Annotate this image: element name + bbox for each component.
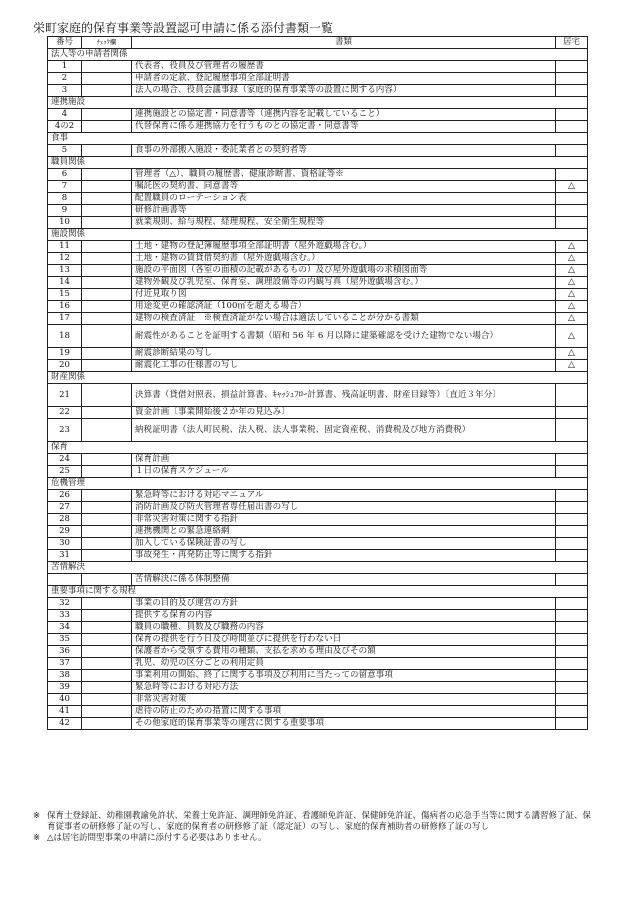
document-name: 連携施設との協定書・同意書等（連携内容を記載していること）: [132, 109, 556, 121]
check-cell[interactable]: [82, 646, 132, 658]
table-row: [48, 360, 588, 372]
table-row: [48, 622, 588, 634]
check-cell[interactable]: [82, 514, 132, 526]
home-visit-mark: △: [556, 325, 588, 348]
check-cell[interactable]: [82, 598, 132, 610]
check-cell[interactable]: [82, 454, 132, 466]
row-number: 31: [48, 550, 82, 562]
table-row: [48, 682, 588, 694]
document-name: 土地・建物の登記簿履歴事項全部証明書（屋外遊戯場含む。）: [132, 241, 556, 253]
check-cell[interactable]: [82, 348, 132, 360]
document-name: 耐震化工事の仕様書の写し: [132, 360, 556, 372]
table-row: [48, 502, 588, 514]
check-cell[interactable]: [82, 181, 132, 193]
row-number: 39: [48, 682, 82, 694]
section-title: 法人等の申請者関係: [48, 49, 588, 61]
table-row: [48, 490, 588, 502]
row-number: 42: [48, 718, 82, 730]
document-name: 嘱託医の契約書、同意書等: [132, 181, 556, 193]
section-row: [48, 157, 588, 169]
document-name: 消防計画及び防火管理者専任届出書の写し: [132, 502, 556, 514]
home-visit-mark: [556, 658, 588, 670]
table-row: [48, 277, 588, 289]
check-cell[interactable]: [82, 466, 132, 478]
home-visit-mark: △: [556, 289, 588, 301]
home-visit-mark: [556, 718, 588, 730]
home-visit-mark: [556, 109, 588, 121]
footnote: [33, 833, 593, 844]
document-name: 事業の目的及び運営の方針: [132, 598, 556, 610]
header-documents: 書類: [132, 37, 556, 49]
document-name: 苦情解決に係る体制整備: [132, 574, 556, 586]
row-number: 4の2: [48, 121, 82, 133]
row-number: 35: [48, 634, 82, 646]
table-row: [48, 658, 588, 670]
document-name: 耐震性があることを証明する書類（昭和 56 年 6 月以降に建築確認を受けた建物でない場合）: [132, 325, 556, 348]
check-cell[interactable]: [82, 526, 132, 538]
document-name: 建物外観及び乳児室、保育室、調理設備等の内観写真（屋外遊戯場含む。）: [132, 277, 556, 289]
home-visit-mark: △: [556, 265, 588, 277]
document-name: 管理者（△）、職員の履歴書、健康診断書、資格証等※: [132, 169, 556, 181]
section-title: 連携施設: [48, 97, 588, 109]
check-cell[interactable]: [82, 193, 132, 205]
table-row: [48, 598, 588, 610]
table-row: [48, 121, 588, 133]
section-title: 施設関係: [48, 229, 588, 241]
row-number: 38: [48, 670, 82, 682]
check-cell[interactable]: [82, 419, 132, 442]
document-name: 事業利用の開始、終了に関する事項及び利用に当たっての留意事項: [132, 670, 556, 682]
home-visit-mark: [556, 646, 588, 658]
table-header-row: [48, 37, 588, 49]
home-visit-mark: △: [556, 241, 588, 253]
document-name: 加入している保険証書の写し: [132, 538, 556, 550]
home-visit-mark: △: [556, 313, 588, 325]
row-number: 34: [48, 622, 82, 634]
row-number: 28: [48, 514, 82, 526]
row-number: 4: [48, 109, 82, 121]
document-name: 用途変更の確認済証（100㎡を超える場合）: [132, 301, 556, 313]
check-cell[interactable]: [82, 121, 132, 133]
document-name: 虐待の防止のための措置に関する事項: [132, 706, 556, 718]
row-number: 6: [48, 169, 82, 181]
check-cell[interactable]: [82, 217, 132, 229]
table-row: [48, 419, 588, 442]
check-cell[interactable]: [82, 538, 132, 550]
check-cell[interactable]: [82, 313, 132, 325]
check-cell[interactable]: [82, 610, 132, 622]
row-number: 13: [48, 265, 82, 277]
row-number: 32: [48, 598, 82, 610]
document-name: 資金計画〔事業開始後２か年の見込み〕: [132, 407, 556, 419]
document-name: 乳児、幼児の区分ごとの利用定員: [132, 658, 556, 670]
row-number: 2: [48, 73, 82, 85]
check-cell[interactable]: [82, 109, 132, 121]
footnote-text: 保育士登録証、幼稚園教諭免許状、栄養士免許証、調理師免許証、看護師免許証、保健師免許証、傷病者の応急手当等に関する講習修了証、保育従事者の研修修了証の写し、家庭的保育者の研修修了証（認定証）の写し、家庭的保育補助者の研修修了証の写し: [47, 811, 592, 833]
home-visit-mark: [556, 61, 588, 73]
section-title: 食事: [48, 133, 588, 145]
table-row: [48, 634, 588, 646]
table-row: [48, 193, 588, 205]
row-number: 15: [48, 289, 82, 301]
document-name: 事故発生・再発防止等に関する指針: [132, 550, 556, 562]
document-name: 施設の平面図（各室の面積の記載があるもの）及び屋外遊戯場の求積図面等: [132, 265, 556, 277]
document-name: 緊急時等における対応マニュアル: [132, 490, 556, 502]
home-visit-mark: [556, 694, 588, 706]
home-visit-mark: [556, 407, 588, 419]
section-row: [48, 372, 588, 384]
table-row: [48, 670, 588, 682]
table-row: [48, 181, 588, 193]
check-cell[interactable]: [82, 289, 132, 301]
section-row: [48, 97, 588, 109]
row-number: 25: [48, 466, 82, 478]
home-visit-mark: [556, 384, 588, 407]
document-name: 提供する保育の内容: [132, 610, 556, 622]
home-visit-mark: [556, 85, 588, 97]
document-name: 保護者から受領する費用の種類、支払を求める理由及びその額: [132, 646, 556, 658]
row-number: 17: [48, 313, 82, 325]
check-cell[interactable]: [82, 265, 132, 277]
home-visit-mark: [556, 622, 588, 634]
section-title: 重要事項に関する規程: [48, 586, 588, 598]
home-visit-mark: [556, 193, 588, 205]
table-row: [48, 706, 588, 718]
section-row: [48, 133, 588, 145]
home-visit-mark: [556, 502, 588, 514]
row-number: 20: [48, 360, 82, 372]
home-visit-mark: [556, 466, 588, 478]
home-visit-mark: [556, 670, 588, 682]
header-check: ﾁｪｯｸ欄: [82, 37, 132, 49]
section-row: [48, 478, 588, 490]
row-number: 10: [48, 217, 82, 229]
check-cell[interactable]: [82, 490, 132, 502]
document-name: 納税証明書（法人町民税、法人税、法人事業税、固定資産税、消費税及び地方消費税）: [132, 419, 556, 442]
table-row: [48, 85, 588, 97]
home-visit-mark: [556, 550, 588, 562]
document-name: 代替保育に係る連携協力を行うものとの協定書・同意書等: [132, 121, 556, 133]
page-title: 栄町家庭的保育事業等設置認可申請に係る添付書類一覧: [33, 21, 334, 35]
row-number: 12: [48, 253, 82, 265]
row-number: 36: [48, 646, 82, 658]
section-row: [48, 442, 588, 454]
home-visit-mark: [556, 634, 588, 646]
document-name: 耐震診断結果の写し: [132, 348, 556, 360]
row-number: 41: [48, 706, 82, 718]
document-name: 就業規則、給与規程、経理規程、安全衛生規程等: [132, 217, 556, 229]
check-cell[interactable]: [82, 61, 132, 73]
row-number: 33: [48, 610, 82, 622]
check-cell[interactable]: [82, 205, 132, 217]
table-row: [48, 145, 588, 157]
table-row: [48, 169, 588, 181]
header-home: 居宅: [556, 37, 588, 49]
document-name: 連携機関との緊急連絡網: [132, 526, 556, 538]
check-cell[interactable]: [82, 145, 132, 157]
section-title: 危機管理: [48, 478, 588, 490]
table-row: [48, 217, 588, 229]
documents-table: [47, 36, 588, 730]
home-visit-mark: [556, 682, 588, 694]
home-visit-mark: [556, 205, 588, 217]
check-cell[interactable]: [82, 550, 132, 562]
row-number: 16: [48, 301, 82, 313]
row-number: 30: [48, 538, 82, 550]
check-cell[interactable]: [82, 277, 132, 289]
row-number: 9: [48, 205, 82, 217]
row-number: 29: [48, 526, 82, 538]
document-name: 非常災害対策: [132, 694, 556, 706]
row-number: 23: [48, 419, 82, 442]
row-number: 22: [48, 407, 82, 419]
check-cell[interactable]: [82, 301, 132, 313]
home-visit-mark: △: [556, 277, 588, 289]
row-number: [48, 574, 82, 586]
document-name: 研修計画書等: [132, 205, 556, 217]
row-number: 5: [48, 145, 82, 157]
document-name: 職員の職種、員数及び職務の内容: [132, 622, 556, 634]
document-name: 建物の検査済証 ※検査済証がない場合は適法していることが分かる書類: [132, 313, 556, 325]
row-number: 24: [48, 454, 82, 466]
row-number: 19: [48, 348, 82, 360]
footnote-mark: ※: [33, 833, 41, 844]
check-cell[interactable]: [82, 384, 132, 407]
document-name: 付近見取り図: [132, 289, 556, 301]
table-row: [48, 325, 588, 348]
row-number: 26: [48, 490, 82, 502]
document-name: 非常災害対策に関する指針: [132, 514, 556, 526]
table-row: [48, 538, 588, 550]
table-row: [48, 73, 588, 85]
table-row: [48, 205, 588, 217]
section-title: 財産関係: [48, 372, 588, 384]
document-name: 申請者の定款、登記履歴事項全部証明書: [132, 73, 556, 85]
check-cell[interactable]: [82, 658, 132, 670]
home-visit-mark: [556, 574, 588, 586]
home-visit-mark: △: [556, 181, 588, 193]
section-row: [48, 229, 588, 241]
home-visit-mark: [556, 419, 588, 442]
home-visit-mark: [556, 490, 588, 502]
section-title: 保育: [48, 442, 588, 454]
check-cell[interactable]: [82, 407, 132, 419]
check-cell[interactable]: [82, 325, 132, 348]
table-row: [48, 253, 588, 265]
table-row: [48, 289, 588, 301]
table-row: [48, 407, 588, 419]
table-row: [48, 718, 588, 730]
table-row: [48, 313, 588, 325]
table-row: [48, 610, 588, 622]
row-number: 11: [48, 241, 82, 253]
home-visit-mark: [556, 121, 588, 133]
document-name: 保育の提供を行う日及び時間並びに提供を行わない日: [132, 634, 556, 646]
table-row: [48, 241, 588, 253]
home-visit-mark: △: [556, 348, 588, 360]
check-cell[interactable]: [82, 682, 132, 694]
row-number: 3: [48, 85, 82, 97]
check-cell[interactable]: [82, 634, 132, 646]
document-name: 食事の外部搬入施設・委託業者との契約者等: [132, 145, 556, 157]
row-number: 27: [48, 502, 82, 514]
footnote-text: △は居宅訪問型事業の申請に添付する必要はありません。: [47, 833, 267, 844]
document-name: 法人の場合、役員会議事録（家庭的保育事業等の設置に関する内容）: [132, 85, 556, 97]
table-row: [48, 384, 588, 407]
table-row: [48, 514, 588, 526]
check-cell[interactable]: [82, 718, 132, 730]
document-name: その他家庭的保育事業等の運営に関する重要事項: [132, 718, 556, 730]
home-visit-mark: [556, 73, 588, 85]
table-row: [48, 646, 588, 658]
check-cell[interactable]: [82, 502, 132, 514]
home-visit-mark: [556, 217, 588, 229]
home-visit-mark: [556, 145, 588, 157]
table-row: [48, 348, 588, 360]
document-name: 配置職員のローテーション表: [132, 193, 556, 205]
row-number: 7: [48, 181, 82, 193]
table-row: [48, 550, 588, 562]
row-number: 18: [48, 325, 82, 348]
table-row: [48, 61, 588, 73]
check-cell[interactable]: [82, 241, 132, 253]
header-number: 番号: [48, 37, 82, 49]
table-row: [48, 109, 588, 121]
table-row: [48, 301, 588, 313]
home-visit-mark: △: [556, 253, 588, 265]
table-row: [48, 526, 588, 538]
check-cell[interactable]: [82, 85, 132, 97]
document-name: １日の保育スケジュール: [132, 466, 556, 478]
home-visit-mark: [556, 538, 588, 550]
table-row: [48, 454, 588, 466]
home-visit-mark: [556, 526, 588, 538]
row-number: 37: [48, 658, 82, 670]
row-number: 21: [48, 384, 82, 407]
document-name: 決算書（貸借対照表、損益計算書、ｷｬｯｼｭﾌﾛｰ計算書、残高証明書、財産目録等）〔直近３年分〕: [132, 384, 556, 407]
home-visit-mark: [556, 706, 588, 718]
table-body: [48, 49, 588, 730]
footnotes: [33, 811, 593, 845]
row-number: 40: [48, 694, 82, 706]
check-cell[interactable]: [82, 694, 132, 706]
table-row: [48, 694, 588, 706]
check-cell[interactable]: [82, 73, 132, 85]
section-row: [48, 49, 588, 61]
row-number: 8: [48, 193, 82, 205]
document-name: 土地・建物の賃貸借契約書（屋外遊戯場含む。）: [132, 253, 556, 265]
section-row: [48, 586, 588, 598]
home-visit-mark: [556, 598, 588, 610]
home-visit-mark: [556, 454, 588, 466]
check-cell[interactable]: [82, 574, 132, 586]
home-visit-mark: △: [556, 360, 588, 372]
document-name: 緊急時等における対応方法: [132, 682, 556, 694]
table-row: [48, 574, 588, 586]
check-cell[interactable]: [82, 706, 132, 718]
document-name: 保育計画: [132, 454, 556, 466]
section-row: [48, 562, 588, 574]
document-name: 代表者、役員及び管理者の履歴書: [132, 61, 556, 73]
check-cell[interactable]: [82, 670, 132, 682]
footnote: [33, 811, 593, 833]
home-visit-mark: [556, 169, 588, 181]
home-visit-mark: [556, 514, 588, 526]
check-cell[interactable]: [82, 622, 132, 634]
table-row: [48, 265, 588, 277]
footnote-mark: ※: [33, 811, 41, 821]
home-visit-mark: [556, 610, 588, 622]
check-cell[interactable]: [82, 360, 132, 372]
row-number: 1: [48, 61, 82, 73]
section-title: 苦情解決: [48, 562, 588, 574]
row-number: 14: [48, 277, 82, 289]
home-visit-mark: △: [556, 301, 588, 313]
table-row: [48, 466, 588, 478]
check-cell[interactable]: [82, 253, 132, 265]
check-cell[interactable]: [82, 169, 132, 181]
section-title: 職員関係: [48, 157, 588, 169]
